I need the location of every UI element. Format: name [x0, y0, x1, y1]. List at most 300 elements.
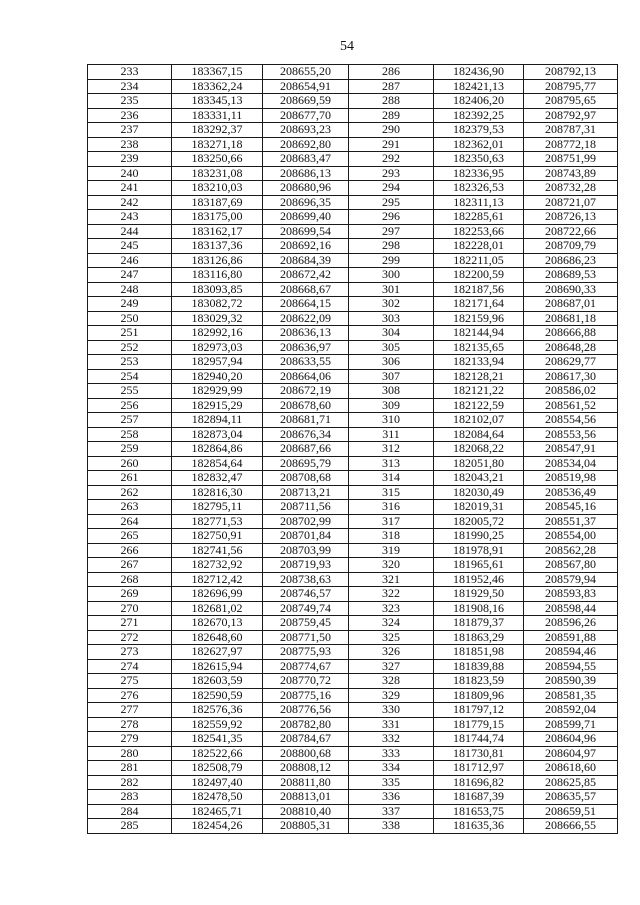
y-coordinate-cell: 208561,52: [524, 398, 618, 413]
table-row: [88, 543, 618, 558]
point-number-cell: 303: [349, 311, 434, 326]
point-number-cell: 287: [349, 79, 434, 94]
x-coordinate-cell: 182102,07: [434, 413, 524, 428]
x-coordinate-cell: 182816,30: [172, 485, 263, 500]
x-coordinate-cell: 182436,90: [434, 65, 524, 80]
point-number-cell: 299: [349, 253, 434, 268]
x-coordinate-cell: 182648,60: [172, 630, 263, 645]
x-coordinate-cell: 182873,04: [172, 427, 263, 442]
table-row: [88, 471, 618, 486]
y-coordinate-cell: 208775,16: [263, 688, 349, 703]
y-coordinate-cell: 208811,80: [263, 775, 349, 790]
y-coordinate-cell: 208553,56: [524, 427, 618, 442]
y-coordinate-cell: 208635,57: [524, 790, 618, 805]
point-number-cell: 256: [88, 398, 172, 413]
table-row: [88, 558, 618, 573]
y-coordinate-cell: 208666,88: [524, 326, 618, 341]
y-coordinate-cell: 208618,60: [524, 761, 618, 776]
y-coordinate-cell: 208596,26: [524, 616, 618, 631]
x-coordinate-cell: 182171,64: [434, 297, 524, 312]
point-number-cell: 335: [349, 775, 434, 790]
table-row: [88, 790, 618, 805]
x-coordinate-cell: 181863,29: [434, 630, 524, 645]
point-number-cell: 307: [349, 369, 434, 384]
point-number-cell: 252: [88, 340, 172, 355]
y-coordinate-cell: 208664,06: [263, 369, 349, 384]
table-row: [88, 674, 618, 689]
x-coordinate-cell: 183250,66: [172, 152, 263, 167]
table-row: [88, 413, 618, 428]
table-row: [88, 804, 618, 819]
point-number-cell: 276: [88, 688, 172, 703]
point-number-cell: 238: [88, 137, 172, 152]
x-coordinate-cell: 181952,46: [434, 572, 524, 587]
y-coordinate-cell: 208782,80: [263, 717, 349, 732]
y-coordinate-cell: 208625,85: [524, 775, 618, 790]
y-coordinate-cell: 208687,01: [524, 297, 618, 312]
x-coordinate-cell: 181779,15: [434, 717, 524, 732]
x-coordinate-cell: 182144,94: [434, 326, 524, 341]
table-row: [88, 239, 618, 254]
x-coordinate-cell: 182940,20: [172, 369, 263, 384]
y-coordinate-cell: 208659,51: [524, 804, 618, 819]
y-coordinate-cell: 208554,56: [524, 413, 618, 428]
table-row: [88, 355, 618, 370]
table-row: [88, 311, 618, 326]
x-coordinate-cell: 183292,37: [172, 123, 263, 138]
y-coordinate-cell: 208579,94: [524, 572, 618, 587]
x-coordinate-cell: 182350,63: [434, 152, 524, 167]
y-coordinate-cell: 208586,02: [524, 384, 618, 399]
y-coordinate-cell: 208604,97: [524, 746, 618, 761]
point-number-cell: 248: [88, 282, 172, 297]
y-coordinate-cell: 208713,21: [263, 485, 349, 500]
point-number-cell: 321: [349, 572, 434, 587]
y-coordinate-cell: 208772,18: [524, 137, 618, 152]
y-coordinate-cell: 208690,33: [524, 282, 618, 297]
x-coordinate-cell: 181978,91: [434, 543, 524, 558]
x-coordinate-cell: 182992,16: [172, 326, 263, 341]
y-coordinate-cell: 208721,07: [524, 195, 618, 210]
x-coordinate-cell: 182522,66: [172, 746, 263, 761]
table-row: [88, 268, 618, 283]
point-number-cell: 317: [349, 514, 434, 529]
x-coordinate-cell: 182051,80: [434, 456, 524, 471]
point-number-cell: 277: [88, 703, 172, 718]
y-coordinate-cell: 208594,46: [524, 645, 618, 660]
y-coordinate-cell: 208749,74: [263, 601, 349, 616]
point-number-cell: 243: [88, 210, 172, 225]
point-number-cell: 244: [88, 224, 172, 239]
point-number-cell: 260: [88, 456, 172, 471]
point-number-cell: 290: [349, 123, 434, 138]
x-coordinate-cell: 183345,13: [172, 94, 263, 109]
x-coordinate-cell: 182681,02: [172, 601, 263, 616]
coordinates-table-body: [88, 65, 618, 834]
table-row: [88, 746, 618, 761]
y-coordinate-cell: 208629,77: [524, 355, 618, 370]
y-coordinate-cell: 208554,00: [524, 529, 618, 544]
x-coordinate-cell: 182421,13: [434, 79, 524, 94]
point-number-cell: 331: [349, 717, 434, 732]
x-coordinate-cell: 182043,21: [434, 471, 524, 486]
x-coordinate-cell: 183093,85: [172, 282, 263, 297]
y-coordinate-cell: 208519,98: [524, 471, 618, 486]
point-number-cell: 247: [88, 268, 172, 283]
x-coordinate-cell: 181696,82: [434, 775, 524, 790]
point-number-cell: 275: [88, 674, 172, 689]
y-coordinate-cell: 208581,35: [524, 688, 618, 703]
y-coordinate-cell: 208699,54: [263, 224, 349, 239]
x-coordinate-cell: 182392,25: [434, 108, 524, 123]
x-coordinate-cell: 181797,12: [434, 703, 524, 718]
point-number-cell: 285: [88, 819, 172, 834]
x-coordinate-cell: 182894,11: [172, 413, 263, 428]
x-coordinate-cell: 182379,53: [434, 123, 524, 138]
point-number-cell: 286: [349, 65, 434, 80]
x-coordinate-cell: 183362,24: [172, 79, 263, 94]
x-coordinate-cell: 183210,03: [172, 181, 263, 196]
y-coordinate-cell: 208599,71: [524, 717, 618, 732]
x-coordinate-cell: 182771,53: [172, 514, 263, 529]
point-number-cell: 337: [349, 804, 434, 819]
point-number-cell: 329: [349, 688, 434, 703]
point-number-cell: 314: [349, 471, 434, 486]
table-row: [88, 152, 618, 167]
point-number-cell: 249: [88, 297, 172, 312]
y-coordinate-cell: 208795,65: [524, 94, 618, 109]
x-coordinate-cell: 182200,59: [434, 268, 524, 283]
y-coordinate-cell: 208594,55: [524, 659, 618, 674]
x-coordinate-cell: 182696,99: [172, 587, 263, 602]
point-number-cell: 262: [88, 485, 172, 500]
table-row: [88, 529, 618, 544]
x-coordinate-cell: 181851,98: [434, 645, 524, 660]
y-coordinate-cell: 208567,80: [524, 558, 618, 573]
x-coordinate-cell: 182030,49: [434, 485, 524, 500]
y-coordinate-cell: 208719,93: [263, 558, 349, 573]
y-coordinate-cell: 208738,63: [263, 572, 349, 587]
y-coordinate-cell: 208669,59: [263, 94, 349, 109]
y-coordinate-cell: 208636,13: [263, 326, 349, 341]
y-coordinate-cell: 208590,39: [524, 674, 618, 689]
point-number-cell: 309: [349, 398, 434, 413]
x-coordinate-cell: 182541,35: [172, 732, 263, 747]
x-coordinate-cell: 183082,72: [172, 297, 263, 312]
x-coordinate-cell: 182187,56: [434, 282, 524, 297]
x-coordinate-cell: 181809,96: [434, 688, 524, 703]
table-row: [88, 601, 618, 616]
x-coordinate-cell: 183137,36: [172, 239, 263, 254]
y-coordinate-cell: 208655,20: [263, 65, 349, 80]
y-coordinate-cell: 208686,13: [263, 166, 349, 181]
table-row: [88, 427, 618, 442]
table-row: [88, 123, 618, 138]
table-row: [88, 65, 618, 80]
x-coordinate-cell: 182741,56: [172, 543, 263, 558]
x-coordinate-cell: 182454,26: [172, 819, 263, 834]
y-coordinate-cell: 208681,71: [263, 413, 349, 428]
x-coordinate-cell: 182854,64: [172, 456, 263, 471]
x-coordinate-cell: 182929,99: [172, 384, 263, 399]
table-row: [88, 775, 618, 790]
table-row: [88, 398, 618, 413]
y-coordinate-cell: 208684,39: [263, 253, 349, 268]
table-row: [88, 210, 618, 225]
x-coordinate-cell: 181990,25: [434, 529, 524, 544]
y-coordinate-cell: 208800,68: [263, 746, 349, 761]
point-number-cell: 338: [349, 819, 434, 834]
point-number-cell: 251: [88, 326, 172, 341]
point-number-cell: 323: [349, 601, 434, 616]
x-coordinate-cell: 181929,50: [434, 587, 524, 602]
point-number-cell: 324: [349, 616, 434, 631]
y-coordinate-cell: 208795,77: [524, 79, 618, 94]
table-row: [88, 224, 618, 239]
point-number-cell: 291: [349, 137, 434, 152]
y-coordinate-cell: 208664,15: [263, 297, 349, 312]
x-coordinate-cell: 182478,50: [172, 790, 263, 805]
x-coordinate-cell: 182465,71: [172, 804, 263, 819]
table-row: [88, 761, 618, 776]
x-coordinate-cell: 182128,21: [434, 369, 524, 384]
x-coordinate-cell: 182795,11: [172, 500, 263, 515]
x-coordinate-cell: 182712,42: [172, 572, 263, 587]
point-number-cell: 301: [349, 282, 434, 297]
point-number-cell: 284: [88, 804, 172, 819]
y-coordinate-cell: 208562,28: [524, 543, 618, 558]
table-row: [88, 500, 618, 515]
point-number-cell: 235: [88, 94, 172, 109]
x-coordinate-cell: 182973,03: [172, 340, 263, 355]
point-number-cell: 268: [88, 572, 172, 587]
point-number-cell: 294: [349, 181, 434, 196]
point-number-cell: 245: [88, 239, 172, 254]
point-number-cell: 274: [88, 659, 172, 674]
table-row: [88, 587, 618, 602]
point-number-cell: 330: [349, 703, 434, 718]
y-coordinate-cell: 208668,67: [263, 282, 349, 297]
table-row: [88, 616, 618, 631]
y-coordinate-cell: 208672,42: [263, 268, 349, 283]
x-coordinate-cell: 181712,97: [434, 761, 524, 776]
x-coordinate-cell: 182311,13: [434, 195, 524, 210]
y-coordinate-cell: 208636,97: [263, 340, 349, 355]
point-number-cell: 255: [88, 384, 172, 399]
point-number-cell: 308: [349, 384, 434, 399]
x-coordinate-cell: 183126,86: [172, 253, 263, 268]
y-coordinate-cell: 208702,99: [263, 514, 349, 529]
y-coordinate-cell: 208805,31: [263, 819, 349, 834]
x-coordinate-cell: 182627,97: [172, 645, 263, 660]
point-number-cell: 298: [349, 239, 434, 254]
y-coordinate-cell: 208722,66: [524, 224, 618, 239]
x-coordinate-cell: 181744,74: [434, 732, 524, 747]
y-coordinate-cell: 208692,80: [263, 137, 349, 152]
point-number-cell: 327: [349, 659, 434, 674]
x-coordinate-cell: 183175,00: [172, 210, 263, 225]
y-coordinate-cell: 208680,96: [263, 181, 349, 196]
y-coordinate-cell: 208683,47: [263, 152, 349, 167]
table-row: [88, 703, 618, 718]
y-coordinate-cell: 208648,28: [524, 340, 618, 355]
point-number-cell: 322: [349, 587, 434, 602]
x-coordinate-cell: 182211,05: [434, 253, 524, 268]
point-number-cell: 264: [88, 514, 172, 529]
y-coordinate-cell: 208676,34: [263, 427, 349, 442]
y-coordinate-cell: 208693,23: [263, 123, 349, 138]
y-coordinate-cell: 208617,30: [524, 369, 618, 384]
x-coordinate-cell: 182576,36: [172, 703, 263, 718]
point-number-cell: 266: [88, 543, 172, 558]
y-coordinate-cell: 208696,35: [263, 195, 349, 210]
point-number-cell: 237: [88, 123, 172, 138]
point-number-cell: 316: [349, 500, 434, 515]
x-coordinate-cell: 182406,20: [434, 94, 524, 109]
point-number-cell: 283: [88, 790, 172, 805]
y-coordinate-cell: 208701,84: [263, 529, 349, 544]
point-number-cell: 325: [349, 630, 434, 645]
x-coordinate-cell: 181635,36: [434, 819, 524, 834]
table-row: [88, 108, 618, 123]
y-coordinate-cell: 208598,44: [524, 601, 618, 616]
point-number-cell: 246: [88, 253, 172, 268]
point-number-cell: 282: [88, 775, 172, 790]
point-number-cell: 281: [88, 761, 172, 776]
point-number-cell: 297: [349, 224, 434, 239]
x-coordinate-cell: 182121,22: [434, 384, 524, 399]
y-coordinate-cell: 208784,67: [263, 732, 349, 747]
y-coordinate-cell: 208547,91: [524, 442, 618, 457]
x-coordinate-cell: 182019,31: [434, 500, 524, 515]
point-number-cell: 271: [88, 616, 172, 631]
point-number-cell: 234: [88, 79, 172, 94]
point-number-cell: 300: [349, 268, 434, 283]
x-coordinate-cell: 182068,22: [434, 442, 524, 457]
point-number-cell: 336: [349, 790, 434, 805]
point-number-cell: 311: [349, 427, 434, 442]
point-number-cell: 302: [349, 297, 434, 312]
y-coordinate-cell: 208732,28: [524, 181, 618, 196]
point-number-cell: 263: [88, 500, 172, 515]
point-number-cell: 312: [349, 442, 434, 457]
point-number-cell: 259: [88, 442, 172, 457]
x-coordinate-cell: 182122,59: [434, 398, 524, 413]
point-number-cell: 241: [88, 181, 172, 196]
point-number-cell: 273: [88, 645, 172, 660]
y-coordinate-cell: 208787,31: [524, 123, 618, 138]
x-coordinate-cell: 183331,11: [172, 108, 263, 123]
x-coordinate-cell: 182336,95: [434, 166, 524, 181]
table-row: [88, 688, 618, 703]
y-coordinate-cell: 208746,57: [263, 587, 349, 602]
table-row: [88, 442, 618, 457]
x-coordinate-cell: 183231,08: [172, 166, 263, 181]
y-coordinate-cell: 208699,40: [263, 210, 349, 225]
point-number-cell: 269: [88, 587, 172, 602]
x-coordinate-cell: 182253,66: [434, 224, 524, 239]
table-row: [88, 369, 618, 384]
point-number-cell: 319: [349, 543, 434, 558]
point-number-cell: 315: [349, 485, 434, 500]
table-row: [88, 384, 618, 399]
x-coordinate-cell: 183271,18: [172, 137, 263, 152]
point-number-cell: 305: [349, 340, 434, 355]
x-coordinate-cell: 182603,59: [172, 674, 263, 689]
y-coordinate-cell: 208792,13: [524, 65, 618, 80]
x-coordinate-cell: 181687,39: [434, 790, 524, 805]
x-coordinate-cell: 182508,79: [172, 761, 263, 776]
point-number-cell: 242: [88, 195, 172, 210]
point-number-cell: 295: [349, 195, 434, 210]
point-number-cell: 328: [349, 674, 434, 689]
point-number-cell: 279: [88, 732, 172, 747]
point-number-cell: 240: [88, 166, 172, 181]
y-coordinate-cell: 208703,99: [263, 543, 349, 558]
y-coordinate-cell: 208687,66: [263, 442, 349, 457]
point-number-cell: 278: [88, 717, 172, 732]
point-number-cell: 239: [88, 152, 172, 167]
x-coordinate-cell: 182732,92: [172, 558, 263, 573]
y-coordinate-cell: 208695,79: [263, 456, 349, 471]
y-coordinate-cell: 208591,88: [524, 630, 618, 645]
point-number-cell: 318: [349, 529, 434, 544]
y-coordinate-cell: 208792,97: [524, 108, 618, 123]
x-coordinate-cell: 182670,13: [172, 616, 263, 631]
x-coordinate-cell: 182915,29: [172, 398, 263, 413]
y-coordinate-cell: 208545,16: [524, 500, 618, 515]
table-row: [88, 181, 618, 196]
table-row: [88, 717, 618, 732]
table-row: [88, 79, 618, 94]
y-coordinate-cell: 208677,70: [263, 108, 349, 123]
y-coordinate-cell: 208686,23: [524, 253, 618, 268]
y-coordinate-cell: 208743,89: [524, 166, 618, 181]
y-coordinate-cell: 208771,50: [263, 630, 349, 645]
x-coordinate-cell: 182864,86: [172, 442, 263, 457]
table-row: [88, 572, 618, 587]
point-number-cell: 233: [88, 65, 172, 80]
point-number-cell: 334: [349, 761, 434, 776]
point-number-cell: 257: [88, 413, 172, 428]
x-coordinate-cell: 182135,65: [434, 340, 524, 355]
y-coordinate-cell: 208770,72: [263, 674, 349, 689]
x-coordinate-cell: 183187,69: [172, 195, 263, 210]
point-number-cell: 293: [349, 166, 434, 181]
table-row: [88, 137, 618, 152]
point-number-cell: 326: [349, 645, 434, 660]
x-coordinate-cell: 182362,01: [434, 137, 524, 152]
table-row: [88, 819, 618, 834]
y-coordinate-cell: 208808,12: [263, 761, 349, 776]
x-coordinate-cell: 181823,59: [434, 674, 524, 689]
y-coordinate-cell: 208774,67: [263, 659, 349, 674]
point-number-cell: 313: [349, 456, 434, 471]
table-row: [88, 282, 618, 297]
y-coordinate-cell: 208692,16: [263, 239, 349, 254]
table-row: [88, 94, 618, 109]
table-row: [88, 630, 618, 645]
point-number-cell: 296: [349, 210, 434, 225]
table-row: [88, 659, 618, 674]
x-coordinate-cell: 182285,61: [434, 210, 524, 225]
x-coordinate-cell: 181908,16: [434, 601, 524, 616]
y-coordinate-cell: 208726,13: [524, 210, 618, 225]
table-row: [88, 514, 618, 529]
y-coordinate-cell: 208810,40: [263, 804, 349, 819]
point-number-cell: 253: [88, 355, 172, 370]
table-row: [88, 297, 618, 312]
